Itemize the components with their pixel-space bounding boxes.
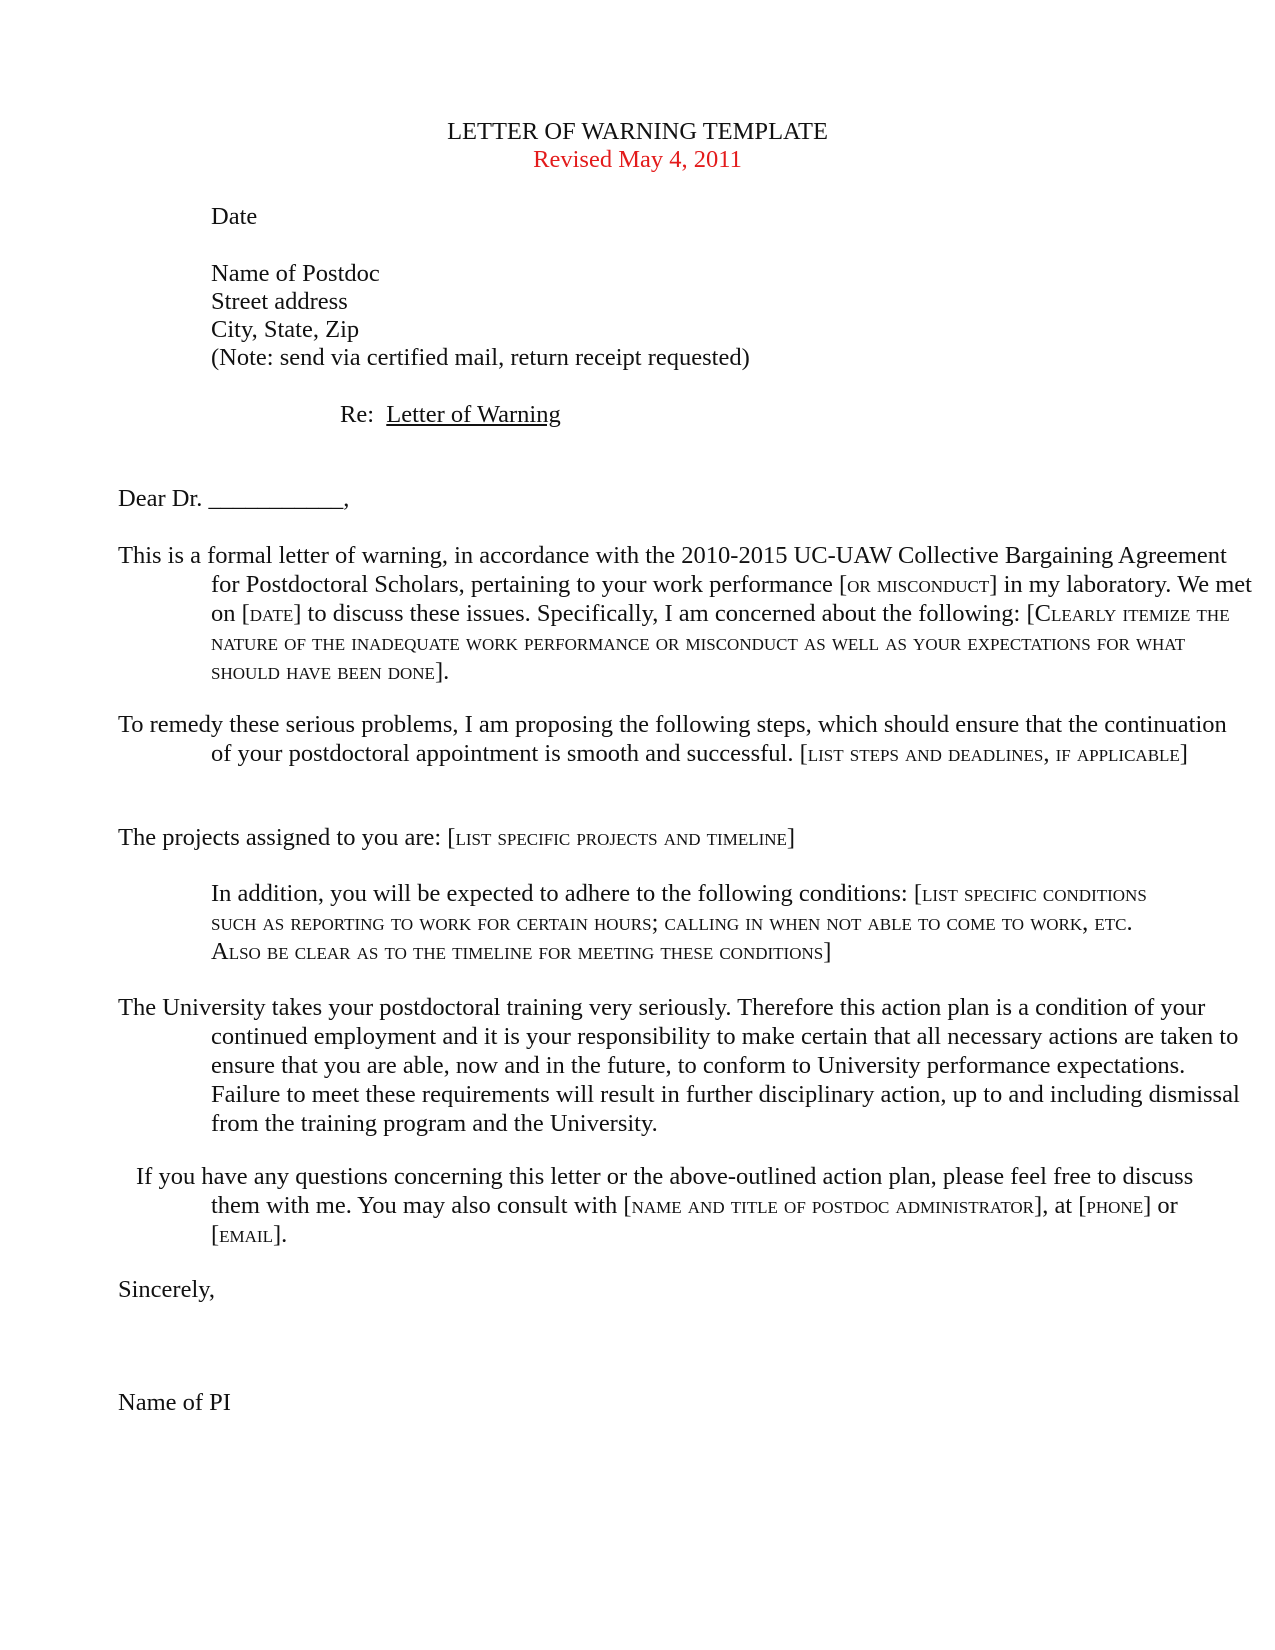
p1-placeholder-itemize: [Clearly itemize the nature of the inadequate work performance or misconduct as well as your expectations for what should have been done]	[211, 600, 1230, 685]
document-title: LETTER OF WARNING TEMPLATE	[447, 118, 828, 145]
recipient-name: Name of Postdoc	[211, 260, 380, 287]
p3-placeholder-projects: [list specific projects and timeline]	[447, 824, 796, 851]
paragraph-action-plan: The University takes your postdoctoral training very seriously. Therefore this action plan is a condition of your continued employment and it is your responsibility to make certain that all necessary actions are taken to ensure that you are able, now and in the future, to conform to University performance expectations. Failure to meet these requirements will result in further disciplinary action, up to and including dismissal from the training program and the University.	[118, 994, 1240, 1137]
date-line: Date	[211, 203, 258, 230]
p3-text-a: The projects assigned to you are:	[118, 824, 448, 851]
p6-placeholder-phone: [phone]	[1078, 1192, 1152, 1219]
closing: Sincerely,	[118, 1276, 216, 1303]
p1-placeholder-date: [date]	[241, 600, 302, 627]
p1-text-c: in my laboratory. We met on	[211, 571, 1252, 627]
salutation: Dear Dr. ___________,	[118, 485, 350, 512]
p6-text-g: .	[281, 1221, 288, 1248]
re-label: Re:	[340, 401, 375, 428]
p2-text-a: To remedy these serious problems, I am proposing the following steps, which should ensure that the continuation of your postdoctoral appointment is smooth and successful.	[118, 711, 1227, 767]
paragraph-warning	[118, 541, 1253, 686]
paragraph-projects	[118, 823, 795, 852]
p1-text-e: to discuss these issues. Specifically, I am concerned about the following:	[301, 600, 1027, 627]
signature-name: Name of PI	[118, 1389, 231, 1416]
p1-placeholder-misconduct: [or misconduct]	[838, 571, 998, 598]
p1-text-a: This is a formal letter of warning, in accordance with the 2010-2015 UC-UAW Collective Bargaining Agreement for Postdoctoral Scholars, pertaining to your work performance	[118, 542, 1227, 598]
p6-text-e: or	[1151, 1192, 1178, 1219]
paragraph-questions	[136, 1162, 1235, 1249]
p4-text-a: In addition, you will be expected to adhere to the following conditions:	[211, 880, 914, 907]
p1-text-g: .	[443, 658, 450, 685]
mailing-note: (Note: send via certified mail, return receipt requested)	[211, 344, 750, 371]
re-line	[340, 400, 561, 429]
revision-date: Revised May 4, 2011	[533, 146, 742, 173]
p6-text-c: , at	[1042, 1192, 1079, 1219]
p6-placeholder-administrator: [name and title of postdoc administrator]	[623, 1192, 1043, 1219]
p2-placeholder-steps: [list steps and deadlines, if applicable]	[799, 740, 1188, 767]
paragraph-conditions	[211, 879, 1161, 966]
re-subject: Letter of Warning	[386, 401, 561, 428]
p6-text-a: If you have any questions concerning this letter or the above-outlined action plan, please feel free to discuss them with me. You may also consult with	[136, 1163, 1194, 1219]
p6-placeholder-email: [email]	[211, 1221, 282, 1248]
p4-placeholder-conditions: [list specific conditions such as reporting to work for certain hours; calling in when not able to come to work, etc. Also be clear as to the timeline for meeting these conditions]	[211, 880, 1147, 965]
recipient-street: Street address	[211, 288, 348, 315]
recipient-city: City, State, Zip	[211, 316, 360, 343]
paragraph-remedy	[118, 710, 1253, 768]
